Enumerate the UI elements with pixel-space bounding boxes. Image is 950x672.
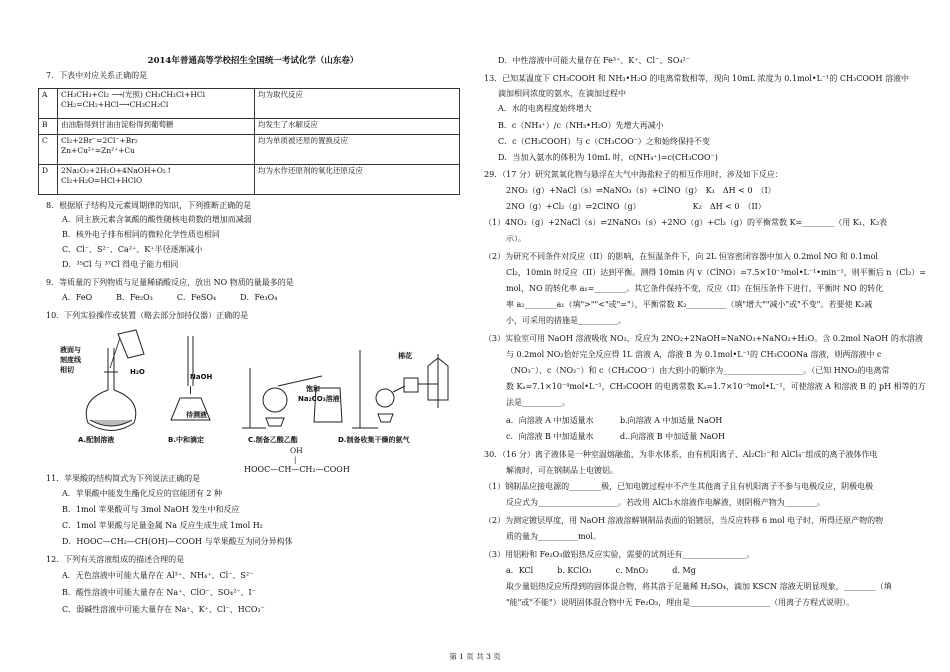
q29-option-a: a．向溶液 A 中加适量水	[506, 416, 594, 425]
q10-label-sat: 饱和	[306, 385, 320, 393]
flask-icon	[86, 348, 136, 431]
q11-structure-bond: |	[294, 456, 297, 464]
q13-option-b: B．c（NH₄⁺）/c（NH₃•H₂O）先增大再减小	[498, 121, 664, 130]
q29-option-b: b.向溶液 A 中加适量 NaOH	[620, 416, 723, 425]
q30-part3-b: 取少量铝热反应所得到的固体混合物，将其溶于足量稀 H₂SO₄，滴加 KSCN 溶液无明显现象，________（填	[506, 582, 892, 591]
q10-label-scale: 刻度线	[60, 356, 81, 364]
page-title: 2014年普通高等学校招生全国统一考试化学（山东卷）	[147, 56, 359, 66]
q29-part2-c: mol，NO 的转化率 a₁=________。其它条件保持不变，反应（II）在恒压条件下进行，平衡时 NO 的转化	[506, 284, 884, 293]
q11-option-c: C．1mol 苹果酸与足量金属 Na 反应生成生成 1mol H₂	[62, 521, 263, 530]
q10-caption-c: C.制备乙酸乙酯	[248, 436, 298, 444]
q7-a-eq1: CH₃CH₃+Cl₂ ⟶(光照) CH₃CH₂Cl+HCl	[61, 90, 206, 99]
q30-intro: 30．（16 分）离子液体是一种室温熔融盐，为非水体系，由有机阳离子、Al₂Cl₇⁻和 AlCl₄⁻组成的离子液体作电	[484, 450, 878, 459]
q29-part3-d: 数 Kₐ=7.1×10⁻⁴mol•L⁻¹，CH₃COOH 的电离常数 Kₐ=1.7×10⁻⁵mol•L⁻¹，可使溶液 A 和溶液 B 的 pH 相等的方	[506, 382, 926, 391]
q29-part3-e: 法是__________。	[506, 398, 570, 407]
q29-part2-e: 小，可采用的措施是__________。	[506, 316, 626, 325]
q11-option-a: A．苹果酸中能发生酯化反应的官能团有 2 种	[62, 489, 222, 498]
q29-part2-d: 率 a₂________a₁（填">""<"或"="），平衡常数 K₂__________（填"增大""减小"或"不变"。若要使 K₂减	[506, 300, 873, 309]
q11-stem: 11．苹果酸的结构简式为下列说法正确的是	[46, 474, 201, 483]
page-footer: 第 1 页 共 3 页	[449, 652, 501, 661]
q11-option-d: D．HOOC—CH₂—CH(OH)—COOH 与苹果酸互为同分异构体	[62, 537, 293, 546]
q7-tag-c: C	[39, 135, 58, 165]
q10-caption-d: D.制备收集干燥的氨气	[338, 436, 410, 444]
q12-option-c: C．弱碱性溶液中可能大量存在 Na⁺、K⁺、Cl⁻、HCO₃⁻	[62, 605, 265, 614]
q29-part1-b: 示）。	[506, 234, 526, 243]
q30-part2-b: 质的量为__________mol。	[506, 532, 601, 541]
q8-option-a: A．同主族元素含氧酸的酸性随核电荷数的增加而减弱	[62, 215, 252, 224]
q30-part1-b: 反应式为____________________。若改用 AlCl₃水溶液作电解液，则阴极产物为________。	[506, 498, 825, 507]
q29-part2-a: （2）为研究不同条件对反应（II）的影响，在恒温条件下，向 2L 恒容密闭容器中加入 0.2mol NO 和 0.1mol	[484, 252, 878, 261]
q10-caption-b: B.中和滴定	[168, 436, 204, 444]
q11-option-b: B．1mol 苹果酸可与 3mol NaOH 发生中和反应	[62, 505, 240, 514]
q7-tag-d: D	[39, 165, 58, 195]
q7-table	[38, 88, 460, 195]
q29-part2-b: Cl₂，10min 时反应（II）达到平衡。测得 10min 内 v（ClNO）=7.5×10⁻³mol•L⁻¹•min⁻¹，则平衡后 n（Cl₂）=	[506, 268, 926, 277]
q7-d-eq2: Cl₂+H₂O=HCl+HClO	[61, 176, 143, 186]
q10-label-na2co3: Na₂CO₃溶液	[298, 395, 340, 403]
q10-caption-a: A.配制溶液	[78, 436, 115, 444]
q29-part3-b: 与 0.2mol NO₂恰好完全反应得 1L 溶液 A，溶液 B 为 0.1mol•L⁻¹的 CH₃COONa 溶液，则两溶液中 c	[506, 350, 882, 359]
q7-c-note: 均为单质被还原的置换反应	[255, 135, 460, 165]
q7-c-eq2: Zn+Cu²⁺=Zn²⁺+Cu	[61, 146, 136, 156]
q29-part3-a: （3）实验室可用 NaOH 溶液吸收 NO₂，反应为 2NO₂+2NaOH=NaNO₃+NaNO₂+H₂O。含 0.2mol NaOH 的水溶液	[484, 334, 923, 343]
q8-option-d: D．³⁵Cl 与 ³⁷Cl 得电子能力相同	[62, 260, 179, 269]
q13-option-a: A．水的电离程度始终增大	[498, 104, 592, 113]
q29-part1-a: （1）4NO₂（g）+2NaCl（s）⇌2NaNO₃（s）+2NO（g）+Cl₂（g）的平衡常数 K=________（用 K₁、K₂表	[484, 218, 888, 227]
q30-part3-c: "能"或"不能"）说明固体混合物中无 Fe₂O₃，理由是____________________（用离子方程式说明）。	[506, 598, 855, 607]
q7-a-note: 均为取代反应	[255, 89, 460, 119]
q10-stem: 10．下列实验操作或装置（略去部分加持仪器）正确的是	[46, 311, 249, 320]
q11-structure: HOOC—CH—CH₂—COOH	[244, 465, 350, 474]
q12-option-a: A．无色溶液中可能大量存在 Al³⁺、NH₄⁺、Cl⁻、S²⁻	[62, 571, 254, 580]
q10-label-naoh: NaOH	[190, 373, 213, 381]
ammonia-apparatus-icon	[352, 350, 448, 428]
q30-intro-2: 解液时，可在钢制品上电镀铝。	[506, 466, 618, 475]
q30-options: a．KCl b. KClO₃ c. MnO₂ d. Mg	[506, 566, 696, 575]
q10-label-h2o: H₂O	[130, 368, 145, 376]
q10-label-liquid: 液面与	[60, 346, 81, 354]
q13-option-d: D．当加入氨水的体积为 10mL 时，c(NH₄⁺)=c(CH₃COO⁻)	[498, 153, 718, 162]
q8-option-b: B．核外电子排布相同的微粒化学性质也相同	[62, 230, 220, 239]
q29-reaction-2: 2NO（g）+Cl₂（g）⇌2ClNO（g） K₂ ΔH < 0 （II）	[506, 202, 766, 211]
beaker-icon	[110, 330, 144, 368]
q30-part3-a: （3）用铝粉和 Fe₂O₃做铝热反应实验，需要的试剂还有________________。	[484, 550, 755, 559]
q7-d-note: 均为水作还原剂的氧化还原反应	[255, 165, 460, 195]
q29-option-c: c．向溶液 B 中加适量水	[506, 432, 594, 441]
q30-part2-a: （2）为测定镀层厚度，用 NaOH 溶液溶解钢制品表面的铝镀层，当反应转移 6 mol 电子时，所得还原产物的物	[484, 516, 884, 525]
q8-option-c: C．Cl⁻、S²⁻、Ca²⁺、K⁺半径逐渐减小	[62, 245, 203, 254]
q7-b-note: 均发生了水解反应	[255, 119, 460, 135]
q29-option-d: d..向溶液 B 中加适量 NaOH	[620, 432, 726, 441]
q8-stem: 8．根据原子结构及元素周期律的知识，下列推断正确的是	[46, 201, 252, 210]
q10-label-cotton: 棉花	[398, 352, 412, 360]
q7-tag-a: A	[39, 89, 58, 119]
q12-option-d: D．中性溶液中可能大量存在 Fe³⁺、K⁺、Cl⁻、SO₄²⁻	[498, 56, 691, 65]
q7-c-eq1: Cl₂+2Br⁻=2Cl⁻+Br₂	[61, 136, 138, 145]
q7-a-eq2: CH₂=CH₂+HCl⟶CH₃CH₂Cl	[61, 100, 169, 110]
q10-label-tangent: 相切	[60, 366, 74, 374]
q12-option-b: B．酸性溶液中可能大量存在 Na⁺、ClO⁻、SO₄²⁻、I⁻	[62, 588, 256, 597]
q12-stem: 12．下列有关溶液组成的描述合理的是	[46, 555, 185, 564]
q7-stem: 7．下表中对应关系正确的是	[46, 71, 148, 80]
q9-stem: 9．等质量的下列物质与足量稀硝酸反应，放出 NO 物质的量最多的是	[46, 278, 294, 287]
q29-part3-c: （NO₃⁻）、c（NO₂⁻）和 c（CH₃COO⁻）由大到小的顺序为____________________。（已知 HNO₂的电离常	[506, 366, 890, 375]
q10-label-sample: 待测液	[186, 411, 207, 419]
q13-option-c: C．c（CH₃COOH）与 c（CH₃COO⁻）之和始终保持不变	[498, 137, 710, 146]
q7-tag-b: B	[39, 119, 58, 135]
q13-line2: 滴加相同浓度的氨水，在滴加过程中	[498, 89, 626, 98]
q29-reaction-1: 2NO₂（g）+NaCl（s）⇌NaNO₃（s）+ClNO（g） K₁ ΔH < 0 （I）	[506, 186, 776, 195]
q7-b-eq1: 由油脂得到甘油由淀粉得到葡萄糖	[58, 119, 255, 135]
q13-line1: 13．已知某温度下 CH₃COOH 和 NH₃•H₂O 的电离常数相等，现向 10mL 浓度为 0.1mol•L⁻¹的 CH₃COOH 溶液中	[484, 74, 909, 83]
q9-options: A．FeO B．Fe₂O₃ C．FeSO₄ D．Fe₃O₄	[62, 293, 278, 302]
q30-part1-a: （1）钢制品应接电源的________极，已知电镀过程中不产生其他离子且有机阳离子不参与电极反应，阴极电极	[484, 482, 874, 491]
q11-structure-oh: OH	[290, 446, 303, 455]
q10-apparatus-figure	[60, 328, 460, 446]
q7-d-eq1: 2Na₂O₂+2H₂O+4NaOH+O₂↑	[61, 166, 173, 175]
q29-intro: 29．（17 分）研究氮氧化物与悬浮在大气中海盐粒子的相互作用时，涉及如下反应：	[484, 170, 783, 179]
